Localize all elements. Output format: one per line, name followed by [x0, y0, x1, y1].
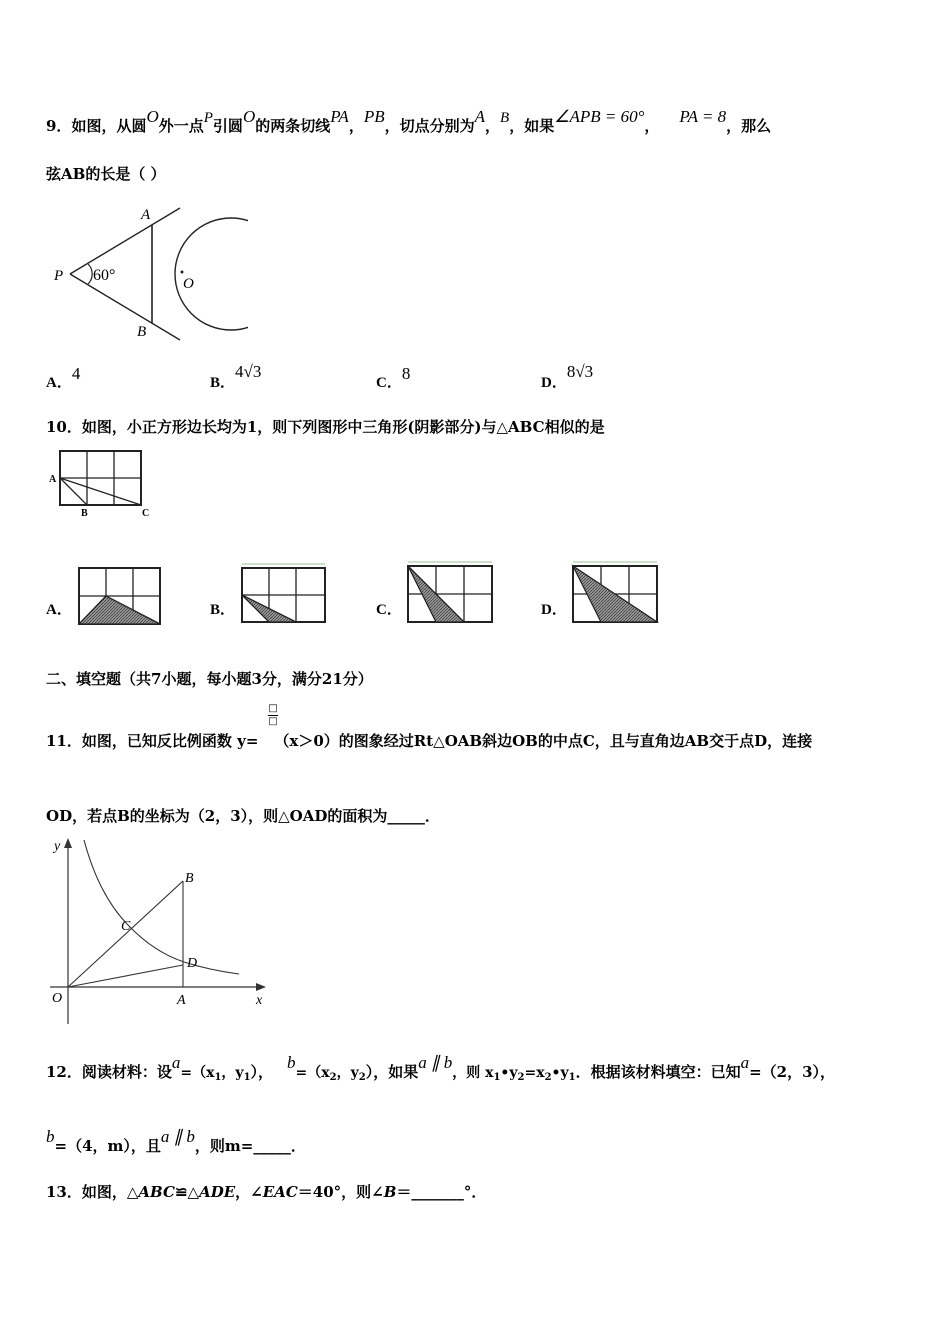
q13-text: ＝40°，则∠ — [297, 1183, 384, 1201]
q9-pa-condition: PA = 8 — [679, 107, 727, 126]
q11-text: （x＞0）的图象经过Rt△OAB斜边OB的中点C，且与直角边AB交于点D，连接 — [274, 732, 813, 750]
q10-option-d-figure[interactable] — [571, 560, 661, 626]
q11-line1 — [46, 731, 812, 751]
q9-circle-o: O — [242, 107, 256, 126]
q9-fig-label-b: B — [137, 324, 147, 340]
option-label: C． — [376, 375, 402, 391]
q9-point-a: A — [474, 107, 486, 126]
x-axis-arrow — [256, 983, 266, 991]
fig-label-b: B — [185, 871, 194, 886]
q9-text: ， — [644, 117, 660, 135]
y-axis-arrow — [64, 838, 72, 848]
vector-a: a — [740, 1053, 750, 1072]
hyperbola-curve — [84, 840, 239, 974]
vector-b: b — [46, 1127, 55, 1146]
q9-text: ，那么 — [726, 117, 772, 135]
subscript: 1 — [214, 1072, 222, 1083]
fig-label-a: A — [177, 993, 186, 1008]
q9-text: 引圆 — [212, 117, 243, 135]
q9-option-d[interactable] — [541, 362, 594, 392]
q9-option-a[interactable] — [46, 364, 81, 392]
parallel-condition: a ∥ b — [418, 1053, 453, 1072]
subscript: 2 — [329, 1072, 337, 1083]
q9-tangent-line-a — [70, 208, 180, 274]
vector-a: a — [171, 1053, 181, 1072]
q12-text: =（x — [295, 1065, 330, 1081]
q11-figure — [44, 836, 274, 1028]
angle-b: B — [383, 1183, 397, 1201]
q9-fig-label-p: P — [54, 268, 64, 284]
q10-option-a-figure[interactable] — [77, 566, 162, 628]
q9-fig-label-a: A — [141, 207, 151, 223]
q12-text: ．根据该材料填空：已知 — [575, 1063, 741, 1081]
q10-option-b-label[interactable]: B． — [210, 602, 236, 618]
q10-text: 10．如图，小正方形边长均为1，则下列图形中三角形(阴影部分)与△ABC相似的是 — [46, 418, 605, 436]
q9-line1 — [46, 107, 772, 137]
q9-tangent-pb: PB — [363, 107, 385, 126]
subscript: 1 — [568, 1072, 576, 1083]
segment-ob — [68, 881, 183, 987]
parallel-condition: a ∥ b — [160, 1127, 195, 1146]
subscript: 1 — [243, 1072, 251, 1083]
option-label: D． — [541, 375, 567, 391]
q13-line — [46, 1182, 486, 1202]
q12-text: =（2，3）， — [749, 1063, 836, 1081]
q9-tangent-line-b — [70, 274, 180, 340]
subscript: 1 — [493, 1072, 501, 1083]
fig-label-y: y — [54, 839, 61, 854]
option-label: A． — [46, 375, 72, 391]
q9-circle — [175, 218, 248, 330]
section-title: 二、填空题（共7小题，每小题3分，满分21分） — [46, 670, 373, 688]
fraction-denominator: □ — [268, 716, 278, 727]
q10-triangle-abc — [60, 478, 141, 505]
option-value: 8 — [401, 364, 411, 383]
q13-text: ＝_______°． — [396, 1183, 487, 1201]
q9-text: 如图，从圆 — [71, 117, 147, 135]
congruent-symbol: ≌△ — [174, 1183, 200, 1201]
q11-line2: OD，若点B的坐标为（2，3），则△OAD的面积为_____． — [46, 807, 440, 825]
fraction-numerator: □ — [268, 703, 278, 714]
fig-label-o: O — [52, 991, 63, 1006]
q9-text: ，切点分别为 — [384, 117, 475, 135]
option-value: 4√3 — [235, 362, 262, 381]
q9-text: ， — [348, 117, 364, 135]
q9-line2: 弦AB的长是（ ） — [46, 165, 166, 183]
q9-figure — [48, 200, 248, 345]
q12-text: 12．阅读材料：设 — [46, 1063, 172, 1081]
q9-option-b[interactable] — [210, 362, 262, 392]
q10-option-c-figure[interactable] — [406, 560, 496, 624]
q12-text: =（x — [180, 1065, 215, 1081]
q10-figure — [46, 448, 158, 520]
q9-point-b: B — [500, 110, 510, 126]
q12-line2 — [46, 1127, 306, 1156]
q9-option-c[interactable] — [376, 364, 411, 392]
q12-text: ，y — [336, 1065, 359, 1081]
q13-text: ，∠ — [235, 1183, 263, 1201]
q10-fig-label-a: A — [49, 474, 57, 485]
q12-text: =x — [524, 1065, 545, 1081]
q12-text: •y — [500, 1065, 518, 1081]
q12-text: ）， — [250, 1063, 274, 1081]
fig-label-x: x — [256, 993, 263, 1008]
subscript: 2 — [517, 1072, 525, 1083]
q12-text: ），如果 — [365, 1063, 419, 1081]
q10-fig-label-b: B — [81, 508, 88, 519]
q13-text: 13．如图，△ — [46, 1183, 139, 1201]
q9-point-p: P — [203, 110, 213, 126]
q9-angle-arc — [88, 264, 92, 284]
q10-option-b-figure[interactable] — [240, 562, 328, 628]
q9-text: 外一点 — [158, 117, 204, 135]
vector-b: b — [287, 1053, 296, 1072]
option-label: B． — [210, 375, 236, 391]
fig-label-c: C — [121, 919, 131, 934]
q10-option-a-label[interactable]: A． — [46, 602, 72, 618]
q9-text: ， — [485, 117, 501, 135]
q10-option-c-label[interactable]: C． — [376, 602, 402, 618]
q12-line1 — [46, 1053, 836, 1088]
q9-center-dot — [181, 271, 184, 274]
q9-circle-o: O — [146, 107, 159, 126]
q12-text: ，y — [221, 1065, 244, 1081]
q9-fig-label-o: O — [183, 276, 194, 292]
q12-text: =（4，m），且 — [54, 1137, 161, 1155]
q9-angle-condition: ∠APB = 60° — [554, 107, 645, 126]
q10-fig-label-c: C — [142, 508, 150, 519]
q11-text: 11．如图，已知反比例函数 y= — [46, 732, 259, 750]
option-value: 8√3 — [566, 362, 594, 381]
angle-eac: EAC — [262, 1183, 298, 1201]
q9-fig-label-angle: 60° — [93, 267, 116, 284]
triangle-ade: ADE — [199, 1183, 236, 1201]
q11-fraction — [268, 703, 278, 728]
q12-text: ，则 x — [452, 1065, 494, 1081]
q9-tangent-pa: PA — [330, 107, 349, 126]
q9-text: ，如果 — [509, 117, 555, 135]
q12-text: •y — [551, 1065, 569, 1081]
shaded-triangle — [79, 596, 160, 624]
option-value: 4 — [71, 364, 81, 383]
segment-od — [68, 965, 183, 987]
fig-label-d: D — [187, 956, 198, 971]
q9-number: 9． — [46, 117, 72, 135]
q9-text: 的两条切线 — [255, 117, 331, 135]
q10-option-d-label[interactable]: D． — [541, 602, 567, 618]
subscript: 2 — [544, 1072, 552, 1083]
subscript: 2 — [358, 1072, 366, 1083]
q12-text: ，则m=_____． — [194, 1137, 306, 1155]
triangle-abc: ABC — [138, 1183, 175, 1201]
